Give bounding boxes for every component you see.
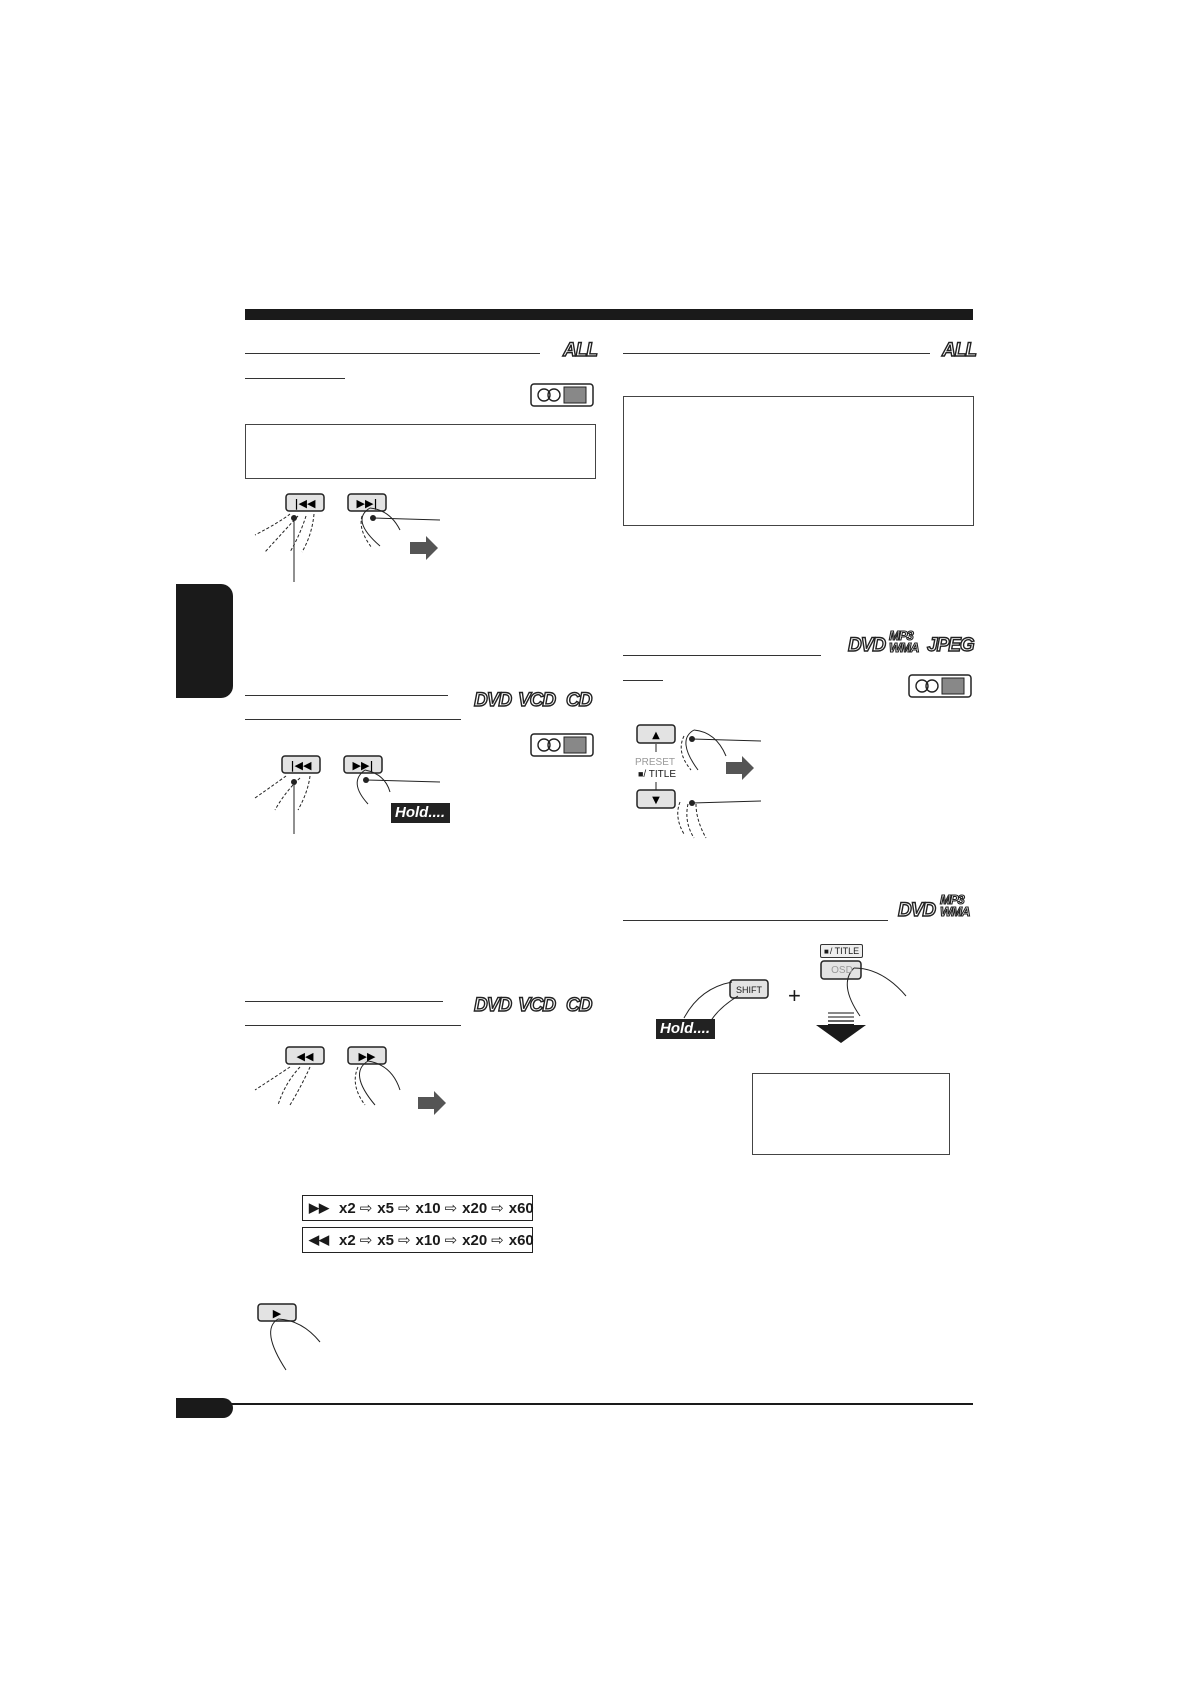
section-subheading-rule [245, 1025, 461, 1026]
speed-step: x60 [508, 1199, 534, 1217]
next-arrow-icon: ⇨ [359, 1200, 373, 1217]
play-button-illustration [256, 1302, 336, 1377]
all-badge: ALL [563, 340, 597, 361]
folder-icon: ■ [637, 769, 644, 779]
remote-icon [530, 733, 594, 762]
svg-text:▶▶|: ▶▶| [352, 759, 374, 772]
folder-icon: ■ [824, 946, 829, 956]
next-arrow-icon: ⇨ [491, 1232, 504, 1249]
next-arrow-icon: ⇨ [397, 1200, 411, 1217]
svg-text:◀◀: ◀◀ [296, 1050, 314, 1063]
cd-badge: CD [566, 995, 592, 1016]
section-subheading-rule [245, 719, 461, 720]
section-heading-rule [245, 353, 540, 354]
next-arrow-icon: ⇨ [359, 1232, 373, 1249]
svg-text:▶▶: ▶▶ [358, 1050, 376, 1063]
preset-label: PRESET [634, 757, 675, 768]
page-number-tab [176, 1398, 233, 1418]
next-arrow-icon: ⇨ [444, 1232, 458, 1249]
section-heading-rule [245, 695, 448, 696]
title-button-label [820, 944, 863, 958]
next-arrow-icon: ⇨ [491, 1200, 504, 1217]
speed-step: x2 [339, 1199, 356, 1217]
svg-text:▶: ▶ [272, 1307, 282, 1320]
next-arrow-icon: ⇨ [397, 1232, 411, 1249]
osd-button-label: OSD [831, 965, 853, 976]
svg-text:▶▶|: ▶▶| [356, 497, 378, 510]
fast-forward-icon: ▶▶ [309, 1200, 329, 1215]
shift-button-label: SHIFT [736, 985, 762, 995]
section-side-tab [176, 584, 233, 698]
plus-sign: + [788, 983, 801, 1008]
speed-step: x20 [462, 1199, 488, 1217]
speed-step: x2 [339, 1231, 356, 1249]
hold-label: Hold.... [656, 1019, 715, 1039]
remote-icon [530, 383, 594, 412]
section-subheading-rule [245, 378, 345, 379]
speed-step: x5 [377, 1231, 394, 1249]
speed-step: x60 [508, 1231, 534, 1249]
section-subheading-rule [623, 680, 663, 681]
note-box [245, 424, 596, 479]
svg-text:|◀◀: |◀◀ [294, 497, 316, 510]
header-bar [245, 309, 973, 320]
svg-text:▲: ▲ [652, 730, 660, 741]
speed-step: x10 [415, 1199, 441, 1217]
dvd-badge: DVD [898, 900, 936, 921]
note-box [623, 396, 974, 526]
display-box [752, 1073, 950, 1155]
vcd-badge: VCD [518, 995, 556, 1016]
all-badge: ALL [942, 340, 976, 361]
reverse-speed-row [302, 1227, 533, 1253]
fast-reverse-icon: ◀◀ [309, 1232, 329, 1247]
speed-step: x10 [415, 1231, 441, 1249]
dvd-badge: DVD [848, 635, 886, 656]
hold-label: Hold.... [391, 803, 450, 823]
footer-rule [176, 1403, 973, 1405]
title-button-text: / TITLE [829, 946, 860, 956]
svg-text:▼: ▼ [652, 795, 660, 806]
speed-step: x5 [377, 1199, 394, 1217]
jpeg-badge: JPEG [927, 635, 974, 656]
down-arrow-icon [818, 1011, 868, 1050]
preset-title-label [632, 769, 682, 780]
section-heading-rule [623, 655, 821, 656]
remote-icon [908, 674, 972, 703]
section-heading-rule [623, 353, 930, 354]
next-arrow-icon: ⇨ [444, 1200, 458, 1217]
forward-speed-row [302, 1195, 533, 1221]
dvd-badge: DVD [474, 995, 512, 1016]
skip-buttons-illustration [250, 490, 450, 595]
dvd-badge: DVD [474, 690, 512, 711]
skip-hold-illustration [250, 752, 450, 847]
mp3-wma-badge: MP3 WMA [940, 892, 970, 919]
vcd-badge: VCD [518, 690, 556, 711]
mp3-wma-badge: MP3 WMA [889, 628, 919, 655]
preset-title-text: / TITLE [643, 769, 677, 780]
section-heading-rule [623, 920, 888, 921]
svg-text:|◀◀: |◀◀ [290, 759, 312, 772]
cd-badge: CD [566, 690, 592, 711]
section-heading-rule [245, 1001, 443, 1002]
preset-buttons-illustration [636, 722, 766, 847]
speed-step: x20 [462, 1231, 488, 1249]
search-buttons-illustration [250, 1045, 450, 1120]
